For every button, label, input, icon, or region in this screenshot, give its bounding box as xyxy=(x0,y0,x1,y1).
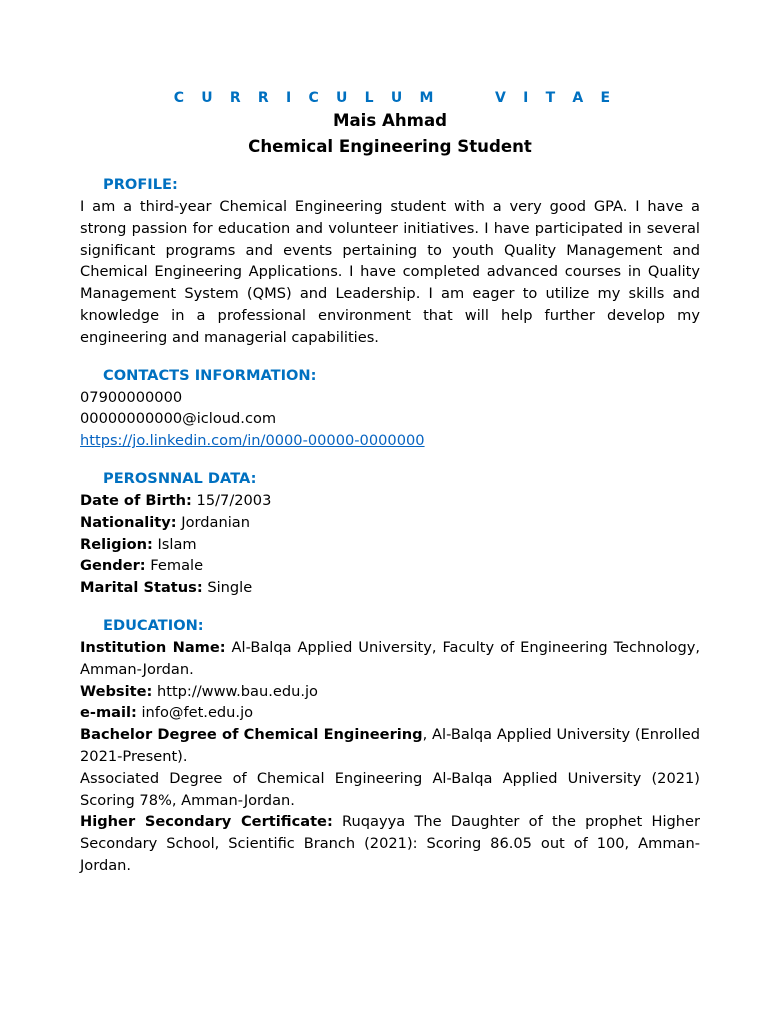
field-value: 15/7/2003 xyxy=(191,491,272,509)
personal-data-heading: PEROSNNAL DATA: xyxy=(103,469,257,487)
contact-email: 00000000000@icloud.com xyxy=(80,410,277,428)
personal-field-marital-status xyxy=(80,577,700,599)
field-label: Religion: xyxy=(80,535,153,553)
education-section xyxy=(80,615,700,877)
cv-title: C U R R I C U L U M V I T A E xyxy=(173,90,617,106)
profile-text: I am a third-year Chemical Engineering student with a very good GPA. I have a strong passion for education and volunteer initiatives. I have participated in several significant programs and events pertaining to youth Quality Management and Chemical Engineering Applications. I have completed advanced courses in Quality Management System (QMS) and Leadership. I am eager to utilize my skills and knowledge in a professional environment that will help further develop my engineering and managerial capabilities. xyxy=(80,198,700,346)
contacts-section xyxy=(80,365,700,452)
personal-field-dob xyxy=(80,490,700,512)
personal-field-gender xyxy=(80,555,700,577)
contact-phone: 07900000000 xyxy=(80,388,183,406)
field-label: Nationality: xyxy=(80,513,177,531)
field-value: Jordanian xyxy=(176,513,250,531)
field-label: Gender: xyxy=(80,557,146,575)
education-bachelor xyxy=(80,724,700,768)
personal-field-nationality xyxy=(80,512,700,534)
education-institution xyxy=(80,637,700,681)
education-email xyxy=(80,702,700,724)
contacts-heading: CONTACTS INFORMATION: xyxy=(103,366,317,384)
profile-section xyxy=(80,174,700,349)
person-name: Mais Ahmad xyxy=(332,111,448,130)
education-secondary xyxy=(80,811,700,876)
personal-data-section xyxy=(80,468,700,599)
field-label: Date of Birth: xyxy=(80,491,192,509)
person-subtitle: Chemical Engineering Student xyxy=(248,137,532,156)
education-website xyxy=(80,681,700,703)
email-value: info@fet.edu.jo xyxy=(136,704,254,722)
bachelor-label: Bachelor Degree of Chemical Engineering xyxy=(80,726,423,744)
profile-heading: PROFILE: xyxy=(103,176,178,193)
email-label: e-mail: xyxy=(80,704,137,722)
field-value: Female xyxy=(145,557,204,575)
linkedin-link[interactable]: https://jo.linkedin.com/in/0000-00000-0000000 xyxy=(80,432,425,450)
field-label: Marital Status: xyxy=(80,579,203,597)
institution-label: Institution Name: xyxy=(80,638,226,656)
institution-value: Al-Balqa Applied University, Faculty of Engineering Technology, Amman-Jordan. xyxy=(80,638,700,678)
field-value: Single xyxy=(202,579,253,597)
field-value: Islam xyxy=(152,535,197,553)
secondary-label: Higher Secondary Certificate: xyxy=(80,813,333,831)
bachelor-value: , Al-Balqa Applied University (Enrolled 2021-Present). xyxy=(80,726,700,765)
education-heading: EDUCATION: xyxy=(103,616,204,634)
website-value: http://www.bau.edu.jo xyxy=(152,682,318,700)
personal-field-religion xyxy=(80,534,700,556)
education-associated: Associated Degree of Chemical Engineering Al-Balqa Applied University (2021) Scoring 78%, Amman-Jordan. xyxy=(80,769,700,809)
website-label: Website: xyxy=(80,682,153,700)
secondary-value: Ruqayya The Daughter of the prophet Higher Secondary School, Scientific Branch (2021): Scoring 86.05 out of 100, Amman-Jordan. xyxy=(80,813,700,874)
